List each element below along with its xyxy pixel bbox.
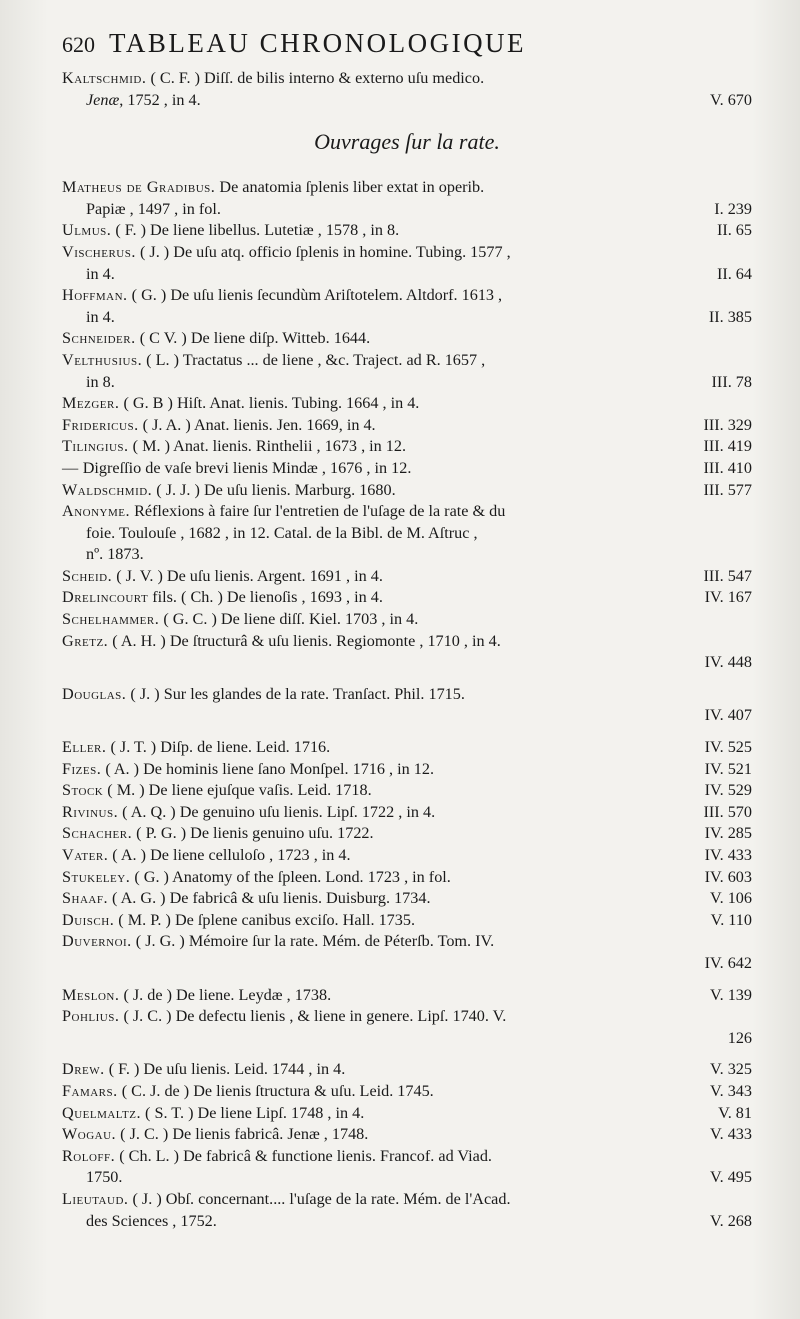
entry-author: Roloff. (62, 1146, 116, 1165)
entry-author: Fridericus. (62, 415, 139, 434)
spacer (62, 674, 752, 684)
entry-author: Scheid. (62, 566, 113, 585)
list-item (62, 780, 752, 802)
entry-text: Hiſt. Anat. lienis. Tubing. 1664 , in 4. (176, 394, 420, 413)
entry-author: Vater. (62, 846, 109, 864)
entry-ref: IV. 407 (704, 706, 752, 725)
entry-ref: IV. 433 (704, 846, 752, 864)
entry-author: Hoffman. (62, 286, 128, 305)
entry-continuation: nº. 1873. (86, 545, 144, 564)
entry-text: De fabricâ & functione lienis. Francof. ad Viad. (183, 1146, 492, 1165)
entry-author: Famars. (62, 1081, 118, 1100)
entry-initials: ( J. T. ) (110, 738, 157, 757)
list-item (62, 458, 752, 480)
entry-ref: III. 547 (703, 566, 752, 585)
entry-initials: ( J. G. ) (135, 932, 185, 951)
entry-ref: V. 110 (710, 910, 752, 929)
entry-text: Diſſ. de bilis interno & externo uſu medico. (204, 69, 485, 87)
entry-ref: III. 577 (703, 480, 752, 499)
entry-initials: ( A. ) (112, 846, 147, 864)
list-item (62, 1189, 752, 1232)
spacer (62, 1049, 752, 1059)
entry-initials: ( P. G. ) (136, 824, 187, 843)
entry-initials: ( C. F. ) (150, 69, 200, 87)
entry-ref: IV. 603 (704, 867, 752, 886)
entry-text: De hominis liene ſano Monſpel. 1716 , in 12. (143, 759, 434, 778)
list-item (62, 888, 752, 910)
list-item (62, 415, 752, 437)
list-item (62, 285, 752, 328)
list-item (62, 737, 752, 759)
entry-text: De liene celluloſo , 1723 , in 4. (150, 846, 351, 864)
entry-initials: ( G. C. ) (163, 610, 217, 629)
entry-author: Quelmaltz. (62, 1103, 141, 1122)
entry-continuation: des Sciences , 1752. (86, 1211, 217, 1230)
entry-list (62, 177, 752, 1232)
entry-author: Mezger. (62, 394, 120, 413)
entry-text: De uſu lienis. Marburg. 1680. (203, 480, 396, 499)
page-number: 620 (62, 32, 95, 57)
entry-ref: IV. 285 (704, 824, 752, 843)
spacer (62, 727, 752, 737)
entry-initials: ( M. ) (132, 437, 170, 456)
entry-ref: IV. 167 (704, 588, 752, 607)
entry-author: Tilingius. (62, 437, 129, 456)
entry-initials: ( G. ) (131, 286, 167, 305)
entry-initials: ( J. C. ) (120, 1125, 169, 1144)
entry-text: De defectu lienis , & liene in genere. Lipſ. 1740. V. (175, 1007, 507, 1026)
entry-text: De ſplene canibus exciſo. Hall. 1735. (174, 910, 416, 929)
entry-author: Fizes. (62, 759, 102, 778)
entry-ref: V. 325 (710, 1060, 752, 1079)
list-item (62, 1146, 752, 1189)
entry-text: De fabricâ & uſu lienis. Duisburg. 1734. (169, 889, 431, 908)
entry-text: De liene diſſ. Kiel. 1703 , in 4. (220, 610, 419, 629)
list-item (62, 1006, 752, 1049)
entry-author: Drew. (62, 1060, 105, 1079)
entry-text: De anatomia ſplenis liber extat in operib. (219, 178, 485, 197)
entry-initials: ( J. de ) (123, 985, 172, 1004)
entry-text: De lienis ſtructura & uſu. Leid. 1745. (193, 1081, 434, 1100)
entry-text: De uſu lienis. Argent. 1691 , in 4. (166, 566, 383, 585)
entry-initials: ( S. T. ) (145, 1103, 194, 1122)
entry-ref: V. 343 (710, 1081, 752, 1100)
list-item (62, 350, 752, 393)
entry-text: De uſu lienis. Leid. 1744 , in 4. (143, 1060, 346, 1079)
entry-text: De genuino uſu lienis. Lipſ. 1722 , in 4. (179, 802, 436, 821)
entry-author: Douglas. (62, 684, 127, 703)
entry-text: De ſtructurâ & uſu lienis. Regiomonte , 1710 , in 4. (169, 631, 501, 650)
entry-author: Rivinus. (62, 802, 119, 821)
entry-text: De lienoſis , 1693 , in 4. (226, 588, 383, 607)
list-item (62, 759, 752, 781)
entry-text: De uſu atq. officio ſplenis in homine. Tubing. 1577 , (173, 242, 511, 261)
section-title: Ouvrages ſur la rate. (314, 129, 500, 155)
entry-text: De liene libellus. Lutetiæ , 1578 , in 8. (150, 221, 400, 240)
entry-text: Digreſſio de vaſe brevi lienis Mindæ , 1676 , in 12. (82, 458, 412, 477)
entry-text: De liene. Leydæ , 1738. (176, 985, 332, 1004)
entry-author: Anonyme. (62, 502, 131, 521)
entry-continuation: Papiæ , 1497 , in fol. (86, 199, 221, 218)
entry-continuation: in 4. (86, 307, 115, 326)
entry-author: — (62, 458, 79, 477)
entry-text: De uſu lienis ſecundùm Ariſtotelem. Altdorf. 1613 , (170, 286, 503, 305)
entry-author: Shaaf. (62, 889, 108, 908)
entry-author: Waldschmid. (62, 480, 153, 499)
entry-ref: V. 495 (710, 1168, 752, 1187)
entry-author: Matheus de Gradibus. (62, 178, 216, 197)
entry-ref: III. 570 (703, 802, 752, 821)
entry-initials: ( J. ) (132, 1189, 162, 1208)
entry-initials: ( M. ) (107, 781, 145, 800)
list-item (62, 609, 752, 631)
entry-text: Obſ. concernant.... l'uſage de la rate. Mém. de l'Acad. (165, 1189, 511, 1208)
page-title: TABLEAU CHRONOLOGIQUE (109, 28, 527, 58)
list-item (62, 177, 752, 220)
entry-author: Vischerus. (62, 242, 136, 261)
entry-ref: V. 139 (710, 985, 752, 1004)
entry-author: Wogau. (62, 1125, 117, 1144)
entry-initials: ( C V. ) (139, 329, 187, 348)
list-item (62, 328, 752, 350)
entry-author: Pohlius. (62, 1007, 120, 1026)
list-item (62, 1081, 752, 1103)
entry-author: Schelhammer. (62, 610, 160, 629)
entry-initials: ( M. P. ) (118, 910, 171, 929)
spacer (62, 975, 752, 985)
entry-ref: III. 410 (703, 458, 752, 477)
entry-ref: 126 (727, 1028, 752, 1047)
list-item (62, 684, 752, 727)
list-item (62, 1124, 752, 1146)
list-item (62, 480, 752, 502)
entry-ref: IV. 521 (704, 759, 752, 778)
entry-initials: ( G. ) (134, 867, 169, 886)
entry-initials: ( J. ) (130, 684, 160, 703)
list-item (62, 501, 752, 566)
list-item (62, 867, 752, 889)
entry-text: De liene diſp. Witteb. 1644. (190, 329, 371, 348)
page-header (62, 28, 752, 68)
entry-ref: III. 329 (703, 415, 752, 434)
entry-initials: ( J. ) (139, 242, 170, 261)
entry-text: De lienis fabricâ. Jenæ , 1748. (172, 1125, 369, 1144)
entry-continuation: 1750. (86, 1168, 123, 1187)
list-item (62, 1103, 752, 1125)
entry-text: Réflexions à faire ſur l'entretien de l'uſage de la rate & du (134, 502, 506, 521)
list-item (62, 220, 752, 242)
entry-text: Anat. lienis. Rinthelii , 1673 , in 12. (173, 437, 407, 456)
entry-ref: V. 670 (710, 90, 752, 109)
list-item (62, 985, 752, 1007)
entry-ref: IV. 525 (704, 738, 752, 757)
entry-author: Stock (62, 781, 104, 800)
entry-text: Mémoire ſur la rate. Mém. de Péterſb. Tom. IV. (188, 932, 495, 951)
entry-initials: ( F. ) (115, 221, 146, 240)
list-item (62, 242, 752, 285)
entry-ref: V. 81 (718, 1103, 752, 1122)
entry-ref: V. 268 (710, 1211, 752, 1230)
list-item (62, 587, 752, 609)
entry-initials: ( A. ) (105, 759, 140, 778)
entry-text: De liene Lipſ. 1748 , in 4. (197, 1103, 365, 1122)
entry-ref: IV. 642 (704, 953, 752, 972)
entry-author: Schacher. (62, 824, 133, 843)
entry-ref: V. 433 (710, 1125, 752, 1144)
entry-initials: ( A. G. ) (112, 889, 166, 908)
list-item (62, 566, 752, 588)
entry-author: Velthusius. (62, 350, 143, 369)
entry-author: Meslon. (62, 985, 120, 1004)
entry-author: Lieutaud. (62, 1189, 129, 1208)
entry-author: Schneider. (62, 329, 136, 348)
entry-author: Kaltschmid. (62, 69, 147, 87)
entry-author: Drelincourt (62, 588, 149, 607)
entry-text: De liene ejuſque vaſis. Leid. 1718. (148, 781, 372, 800)
top-entry (62, 68, 752, 111)
entry-text: Anatomy of the ſpleen. Lond. 1723 , in fol. (172, 867, 451, 886)
entry-initials: ( C. J. de ) (121, 1081, 190, 1100)
entry-ref: IV. 529 (704, 781, 752, 800)
entry-author: Duvernoi. (62, 932, 132, 951)
entry-author: Duisch. (62, 910, 115, 929)
entry-author: Stukeley. (62, 867, 131, 886)
entry-initials: ( L. ) (146, 350, 179, 369)
entry-ref: II. 65 (716, 221, 752, 240)
entry-initials: ( J. A. ) (142, 415, 191, 434)
entry-ref: II. 385 (708, 307, 752, 326)
entry-initials: ( J. V. ) (116, 566, 163, 585)
list-item (62, 910, 752, 932)
entry-text: Tractatus ... de liene , &c. Traject. ad R. 1657 , (182, 350, 486, 369)
list-item (62, 845, 752, 867)
entry-text: De lienis genuino uſu. 1722. (190, 824, 374, 843)
entry-initials: ( J. C. ) (123, 1007, 172, 1026)
entry-initials: ( A. H. ) (112, 631, 166, 650)
entry-text: Anat. lienis. Jen. 1669, in 4. (193, 415, 376, 434)
entry-ref: III. 78 (711, 372, 752, 391)
entry-ref: III. 419 (703, 437, 752, 456)
entry-initials: ( G. B ) (123, 394, 173, 413)
list-item (62, 436, 752, 458)
entry-ref: V. 106 (710, 889, 752, 908)
entry-author: Gretz. (62, 631, 109, 650)
entry-ref: I. 239 (714, 199, 752, 218)
entry-initials: ( J. J. ) (156, 480, 200, 499)
entry-ref: II. 64 (716, 264, 752, 283)
entry-author: Eller. (62, 738, 107, 757)
list-item (62, 931, 752, 974)
list-item (62, 802, 752, 824)
entry-initials: ( A. Q. ) (122, 802, 176, 821)
entry-continuation: in 8. (86, 372, 115, 391)
list-item (62, 393, 752, 415)
entry-place: Jenæ (86, 90, 120, 109)
entry-author: Ulmus. (62, 221, 112, 240)
entry-initials: fils. ( Ch. ) (152, 588, 223, 607)
list-item (62, 1059, 752, 1081)
entry-continuation: in 4. (86, 264, 115, 283)
list-item (62, 823, 752, 845)
entry-rest: , 1752 , in 4. (119, 90, 201, 109)
entry-initials: ( Ch. L. ) (119, 1146, 180, 1165)
entry-initials: ( F. ) (108, 1060, 140, 1079)
entry-ref: IV. 448 (704, 653, 752, 672)
list-item (62, 631, 752, 674)
entry-text: Diſp. de liene. Leid. 1716. (160, 738, 331, 757)
entry-continuation: foie. Toulouſe , 1682 , in 12. Catal. de la Bibl. de M. Aſtruc , (86, 523, 478, 542)
entry-text: Sur les glandes de la rate. Tranſact. Phil. 1715. (163, 684, 465, 703)
